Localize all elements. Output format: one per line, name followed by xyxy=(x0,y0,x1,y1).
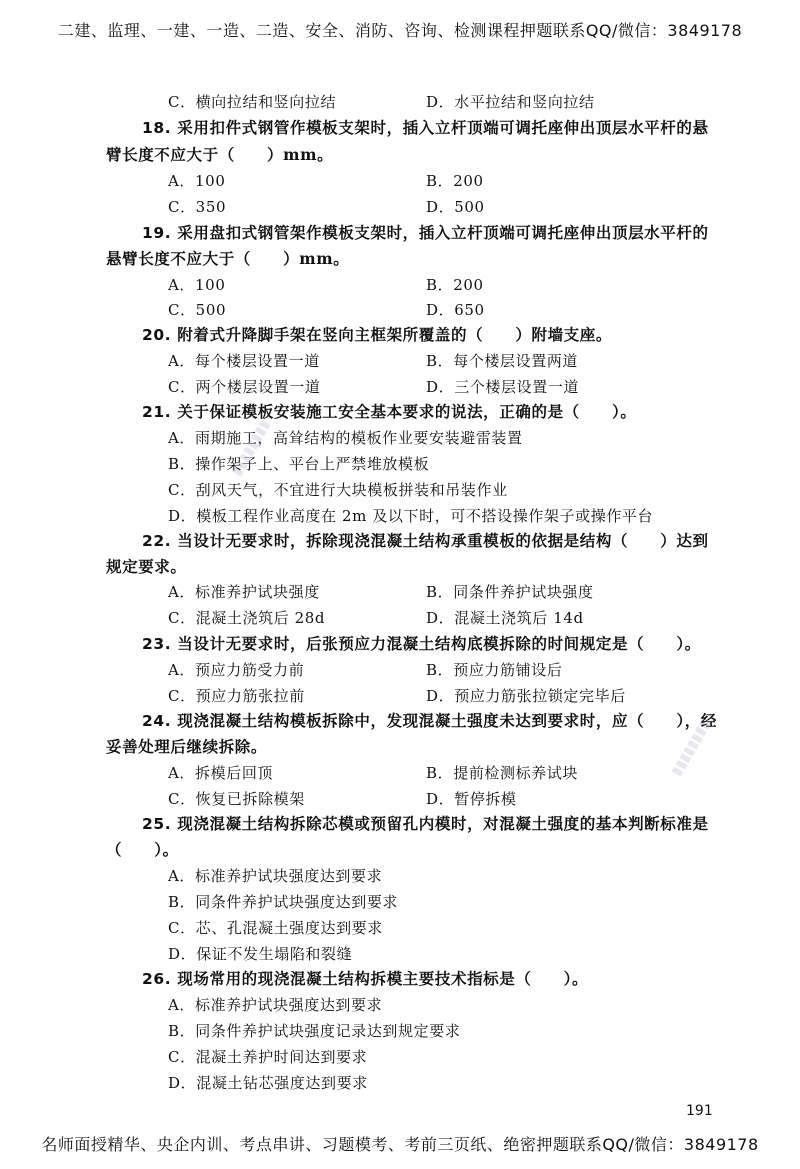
footer-banner: 名师面授精华、央企内训、考点串讲、习题模考、考前三页纸、绝密押题联系QQ/微信：3849178 xyxy=(41,1135,759,1154)
option-d: D．保证不发生塌陷和裂缝 xyxy=(168,945,353,963)
option-a: A．预应力筋受力前 xyxy=(168,661,305,679)
option-b: B．200 xyxy=(426,172,484,190)
option-d: D．650 xyxy=(426,301,485,319)
question-stem-line2: 规定要求。 xyxy=(106,557,187,576)
option-b: B．操作架子上、平台上严禁堆放模板 xyxy=(168,455,430,473)
option-a: A．100 xyxy=(168,276,226,294)
question-stem-line1: 采用扣件式钢管作模板支架时，插入立杆顶端可调托座伸出顶层水平杆的悬 xyxy=(177,118,709,137)
option-c: C．预应力筋张拉前 xyxy=(168,687,305,705)
question-stem-line2: 悬臂长度不应大于（ ）mm。 xyxy=(106,249,350,268)
option-d: D．暂停拆模 xyxy=(426,790,517,808)
question-25-stem xyxy=(142,814,709,834)
option-a: A．100 xyxy=(168,172,226,190)
question-stem-line2: 妥善处理后继续拆除。 xyxy=(106,737,268,756)
question-20-stem xyxy=(142,325,612,345)
question-26-stem xyxy=(142,969,588,989)
question-stem-line2: 臂长度不应大于（ ）mm。 xyxy=(106,145,334,164)
question-number: 18. xyxy=(142,119,172,137)
option-a: A．标准养护试块强度达到要求 xyxy=(168,996,383,1014)
question-stem-line1: 关于保证模板安装施工安全基本要求的说法，正确的是（ ）。 xyxy=(177,402,637,421)
question-number: 26. xyxy=(142,970,172,988)
question-19-stem xyxy=(142,223,709,243)
option-c: C．芯、孔混凝土强度达到要求 xyxy=(168,919,383,937)
option-c: C．混凝土浇筑后 28d xyxy=(168,609,326,627)
option-d: D．水平拉结和竖向拉结 xyxy=(426,93,595,111)
question-stem-line1: 现浇混凝土结构模板拆除中，发现混凝土强度未达到要求时，应（ ），经 xyxy=(177,711,717,730)
question-number: 19. xyxy=(142,224,172,242)
option-d: D．模板工程作业高度在 2m 及以下时，可不搭设操作架子或操作平台 xyxy=(168,507,654,525)
option-b: B．同条件养护试块强度 xyxy=(426,583,594,601)
option-c: C．刮风天气，不宜进行大块模板拼装和吊装作业 xyxy=(168,481,508,499)
option-c: C．500 xyxy=(168,301,227,319)
question-stem-line1: 当设计无要求时，拆除现浇混凝土结构承重模板的依据是结构（ ）达到 xyxy=(177,531,709,550)
option-a: A．标准养护试块强度 xyxy=(168,583,320,601)
question-stem-line2: （ ）。 xyxy=(106,840,179,859)
option-a: A．标准养护试块强度达到要求 xyxy=(168,867,383,885)
question-number: 24. xyxy=(142,712,172,730)
option-b: B．每个楼层设置两道 xyxy=(426,352,579,370)
question-22-stem xyxy=(142,531,709,551)
watermark-mark: ▮▮▮▮▮▮▮▮ xyxy=(668,717,714,779)
question-number: 25. xyxy=(142,815,172,833)
question-21-stem xyxy=(142,402,636,422)
question-stem-line1: 现场常用的现浇混凝土结构拆模主要技术指标是（ ）。 xyxy=(177,969,589,988)
option-b: B．200 xyxy=(426,276,484,294)
page-number: 191 xyxy=(686,1103,713,1119)
question-number: 22. xyxy=(142,532,172,550)
option-b: B．同条件养护试块强度达到要求 xyxy=(168,893,399,911)
question-number: 20. xyxy=(142,326,172,344)
option-c: C．两个楼层设置一道 xyxy=(168,378,321,396)
option-a: A．每个楼层设置一道 xyxy=(168,352,320,370)
question-stem-line1: 采用盘扣式钢管架作模板支架时，插入立杆顶端可调托座伸出顶层水平杆的 xyxy=(177,223,709,242)
option-d: D．500 xyxy=(426,198,485,216)
question-stem-line1: 附着式升降脚手架在竖向主框架所覆盖的（ ）附墙支座。 xyxy=(177,325,612,344)
option-a: A．拆模后回顶 xyxy=(168,764,274,782)
header-banner: 二建、监理、一建、一造、二造、安全、消防、咨询、检测课程押题联系QQ/微信：3849178 xyxy=(57,21,743,40)
watermark-mark: ▮▮▮▮▮▮▮▮ xyxy=(228,417,274,479)
option-b: B．预应力筋铺设后 xyxy=(426,661,563,679)
option-d: D．混凝土钻芯强度达到要求 xyxy=(168,1074,368,1092)
option-c: C．恢复已拆除模架 xyxy=(168,790,305,808)
option-b: B．同条件养护试块强度记录达到规定要求 xyxy=(168,1022,461,1040)
option-b: B．提前检测标养试块 xyxy=(426,764,579,782)
question-stem-line1: 现浇混凝土结构拆除芯模或预留孔内模时，对混凝土强度的基本判断标准是 xyxy=(177,814,709,833)
question-23-stem xyxy=(142,634,701,654)
option-d: D．三个楼层设置一道 xyxy=(426,378,580,396)
option-c: C．混凝土养护时间达到要求 xyxy=(168,1048,368,1066)
option-c: C．横向拉结和竖向拉结 xyxy=(168,93,337,111)
question-number: 23. xyxy=(142,635,172,653)
option-d: D．预应力筋张拉锁定完毕后 xyxy=(426,687,626,705)
question-stem-line1: 当设计无要求时，后张预应力混凝土结构底模拆除的时间规定是（ ）。 xyxy=(177,634,701,653)
question-number: 21. xyxy=(142,403,172,421)
option-c: C．350 xyxy=(168,198,227,216)
option-d: D．混凝土浇筑后 14d xyxy=(426,609,584,627)
question-24-stem xyxy=(142,711,717,731)
question-18-stem xyxy=(142,118,709,138)
option-a: A．雨期施工，高耸结构的模板作业要安装避雷装置 xyxy=(168,429,523,447)
